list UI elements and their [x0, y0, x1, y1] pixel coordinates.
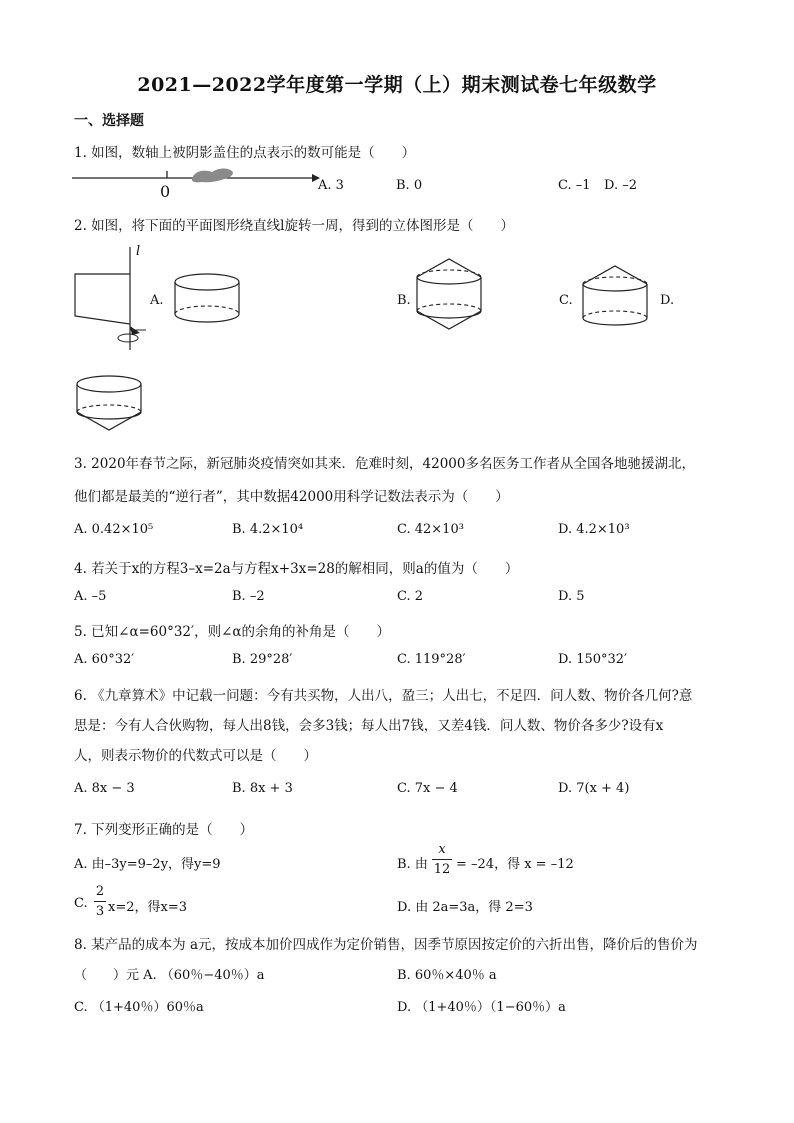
q1-option-a[interactable]: A. 3: [318, 178, 344, 193]
trapezoid-shape: [75, 274, 130, 324]
q7-option-d[interactable]: D. 由 2a=3a，得 2=3: [397, 900, 533, 915]
q5-option-a[interactable]: A. 60°32′: [74, 652, 135, 667]
q2-option-c[interactable]: C.: [559, 293, 573, 308]
q6-option-c[interactable]: C. 7x − 4: [397, 781, 458, 796]
shadow-blob: [192, 168, 233, 182]
q7-b-numerator: x: [438, 842, 446, 857]
question-6-line-1: 6. 《九章算术》中记载一问题：今有共买物，人出八，盈三；人出七，不足四．问人数、物价各几何?意: [74, 688, 693, 704]
q7-b-denominator: 12: [433, 862, 451, 877]
q7-c-fraction-bar: [94, 901, 106, 902]
q4-option-d[interactable]: D. 5: [558, 589, 585, 604]
q7-option-b-prefix[interactable]: B. 由: [397, 857, 428, 872]
q6-option-b[interactable]: B. 8x + 3: [232, 781, 293, 796]
question-7-text: 7. 下列变形正确的是（ ）: [74, 822, 254, 838]
q4-option-b[interactable]: B. –2: [232, 589, 265, 604]
q3-option-b[interactable]: B. 4.2×10⁴: [232, 522, 304, 537]
q2-option-b[interactable]: B.: [397, 293, 411, 308]
question-1-text: 1. 如图，数轴上被阴影盖住的点表示的数可能是（ ）: [74, 145, 416, 161]
q5-option-b[interactable]: B. 29°28′: [232, 652, 293, 667]
cone-cylinder-figure-b: [414, 255, 484, 335]
question-3-line-2: 他们都是最美的“逆行者”，其中数据42000用科学记数法表示为（ ）: [74, 489, 509, 505]
q5-option-d[interactable]: D. 150°32′: [558, 652, 628, 667]
question-5-text: 5. 已知∠α=60°32′，则∠α的余角的补角是（ ）: [74, 624, 391, 640]
exam-title: 2021—2022学年度第一学期（上）期末测试卷七年级数学: [137, 74, 657, 96]
q7-option-b-suffix: = –24，得 x = –12: [456, 857, 574, 872]
question-8-line-1: 8. 某产品的成本为 a元，按成本加价四成作为定价销售，因季节原因按定价的六折出售，降价后的售价为: [74, 937, 698, 953]
q7-c-numerator: 2: [95, 884, 105, 899]
q7-option-a[interactable]: A. 由–3y=9–2y，得y=9: [74, 857, 221, 872]
q7-b-fraction-bar: [432, 859, 452, 860]
q6-option-d[interactable]: D. 7(x + 4): [558, 781, 630, 796]
question-2-text: 2. 如图，将下面的平面图形绕直线l旋转一周，得到的立体图形是（ ）: [74, 218, 514, 234]
cylinder-figure-a: [172, 272, 242, 328]
q5-option-c[interactable]: C. 119°28′: [397, 652, 466, 667]
axis-l-label: l: [136, 244, 141, 259]
q4-option-a[interactable]: A. –5: [74, 589, 107, 604]
q7-option-c-prefix[interactable]: C.: [74, 896, 88, 911]
section-heading: 一、选择题: [74, 113, 144, 129]
question-6-line-2: 思是：今有人合伙购物，每人出8钱，会多3钱；每人出7钱，又差4钱．问人数、物价各多少?设有x: [74, 718, 664, 734]
q4-option-c[interactable]: C. 2: [397, 589, 424, 604]
q8-option-b[interactable]: B. 60％×40％ a: [397, 968, 497, 983]
q2-option-a[interactable]: A.: [150, 293, 164, 308]
plane-figure: [70, 242, 160, 352]
q1-option-d[interactable]: D. –2: [604, 178, 637, 193]
q8-option-c[interactable]: C. （1+40％）60％a: [74, 1000, 204, 1015]
q2-option-d[interactable]: D.: [660, 293, 675, 308]
question-3-line-1: 3. 2020年春节之际，新冠肺炎疫情突如其来．危难时刻，42000多名医务工作者从全国各地驰援湖北，: [74, 456, 695, 472]
q7-c-denominator: 3: [95, 904, 105, 919]
q7-option-c-suffix: x=2，得x=3: [108, 900, 187, 915]
q8-option-a[interactable]: （ ）元 A. （60％−40％）a: [74, 968, 265, 983]
number-line-figure: [72, 165, 322, 195]
q3-option-c[interactable]: C. 42×10³: [397, 522, 464, 537]
rotation-ellipse: [118, 334, 138, 342]
q1-option-c[interactable]: C. –1: [558, 178, 591, 193]
q1-option-b[interactable]: B. 0: [396, 178, 423, 193]
q3-option-d[interactable]: D. 4.2×10³: [558, 522, 630, 537]
q6-option-a[interactable]: A. 8x − 3: [74, 781, 135, 796]
q3-option-a[interactable]: A. 0.42×10⁵: [74, 522, 154, 537]
question-4-text: 4. 若关于x的方程3–x=2a与方程x+3x=28的解相同，则a的值为（ ）: [74, 561, 519, 577]
q8-option-d[interactable]: D. （1+40％）（1−60％）a: [397, 1000, 566, 1015]
zero-label: 0: [160, 182, 171, 201]
cylinder-cone-figure-c: [580, 262, 650, 332]
question-6-line-3: 人，则表示物价的代数式可以是（ ）: [74, 748, 317, 764]
cylinder-cone-figure-d: [74, 374, 144, 436]
